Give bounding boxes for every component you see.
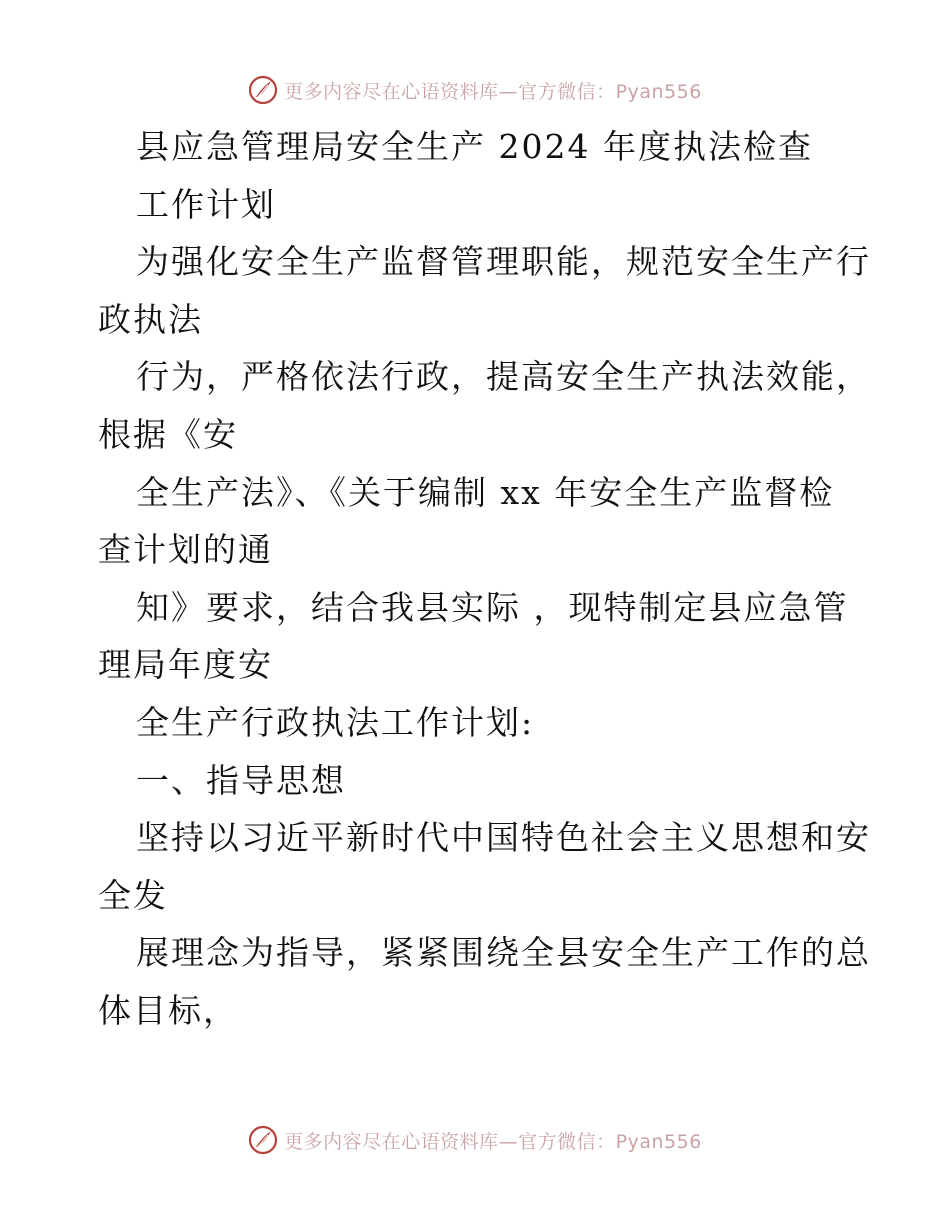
text-line: 理局年度安 (98, 645, 273, 685)
text-line: 为强化安全生产监督管理职能，规范安全生产行 (136, 242, 871, 282)
watermark-text: 更多内容尽在心语资料库—官方微信：Pyan556 (284, 80, 702, 103)
text-line: 行为，严格依法行政，提高安全生产执法效能， (136, 357, 871, 397)
text-line: 县应急管理局安全生产 2024 年度执法检查 (136, 127, 813, 166)
quill-logo-icon (248, 1125, 278, 1155)
text-line: 坚持以习近平新时代中国特色社会主义思想和安 (136, 818, 871, 858)
text-line: 一、指导思想 (136, 760, 346, 800)
watermark-text: 更多内容尽在心语资料库—官方微信：Pyan556 (284, 1130, 702, 1153)
text-line: 全生产行政执法工作计划: (136, 702, 535, 742)
text-line: 全发 (98, 875, 168, 915)
header-watermark (0, 72, 950, 108)
text-line: 全生产法》、《关于编制 xx 年安全生产监督检 (136, 472, 835, 512)
text-line: 体目标， (98, 990, 238, 1030)
document-body (98, 118, 871, 1040)
text-line: 查计划的通 (98, 530, 273, 570)
text-line: 展理念为指导，紧紧围绕全县安全生产工作的总 (136, 933, 871, 973)
footer-watermark (0, 1122, 950, 1158)
text-line: 政执法 (98, 299, 203, 339)
text-line: 知》要求，结合我县实际 ，现特制定县应急管 (136, 587, 849, 627)
text-line: 根据《安 (98, 414, 238, 454)
text-line: 工作计划 (136, 184, 276, 224)
quill-logo-icon (248, 75, 278, 105)
